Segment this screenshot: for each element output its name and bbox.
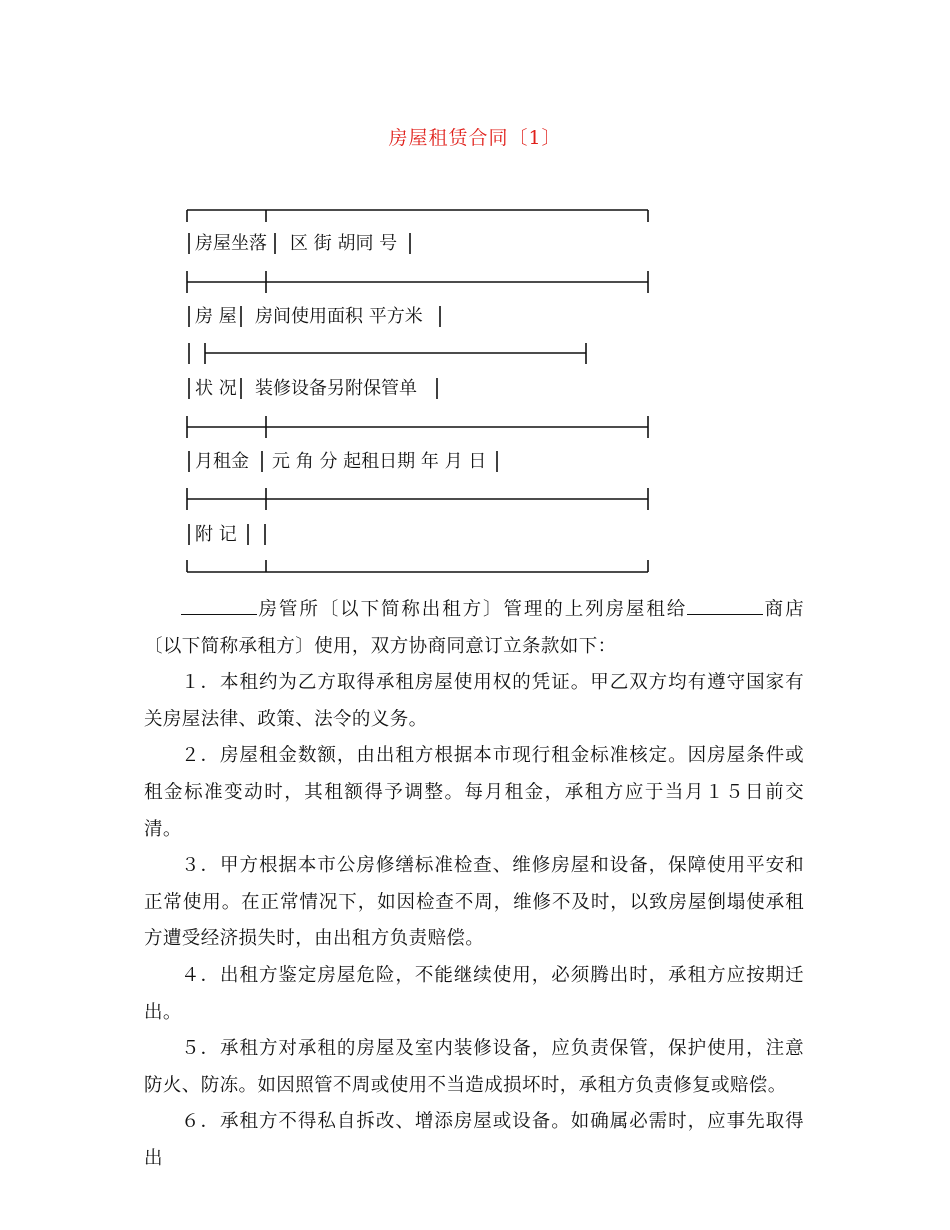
property-info-table — [186, 202, 656, 582]
lessee-blank — [687, 600, 763, 615]
house-label: 房 屋 — [195, 306, 237, 327]
clause-3: ３．甲方根据本市公房修缮标准检查、维修房屋和设备，保障使用平安和正常使用。在正常情况下，如因检查不周，维修不及时，以致房屋倒塌使承租方遭受经济损失时，由出租方负责赔偿。 — [144, 855, 804, 950]
lessor-blank — [181, 600, 257, 615]
clause-2: ２．房屋租金数额，由出租方根据本市现行租金标准核定。因房屋条件或租金标准变动时，其租额得予调整。每月租金，承租方应于当月１５日前交清。 — [144, 745, 804, 840]
intro-text-b: 商店〔以下简称承租方〕使用，双方协商同意订立条款如下： — [144, 599, 804, 657]
condition-label: 状 况 — [195, 378, 237, 399]
intro-paragraph — [144, 592, 804, 665]
clause-5: ５．承租方对承租的房屋及室内装修设备，应负责保管，保护使用，注意防火、防冻。如因照管不周或使用不当造成损坏时，承租方负责修复或赔偿。 — [144, 1038, 804, 1096]
clause-1: １．本租约为乙方取得承租房屋使用权的凭证。甲乙双方均有遵守国家有关房屋法律、政策、法令的义务。 — [144, 672, 804, 730]
rent-value: 元 角 分 起租日期 年 月 日 — [272, 451, 487, 472]
area-value: 房间使用面积 平方米 — [255, 306, 423, 327]
contract-body — [144, 592, 804, 1178]
location-value: 区 街 胡同 号 — [290, 233, 398, 254]
intro-text-a: 房管所〔以下简称出租方〕管理的上列房屋租给 — [257, 599, 688, 620]
equipment-value: 装修设备另附保管单 — [255, 378, 417, 399]
notes-label: 附 记 — [195, 524, 237, 545]
document-title: 房屋租赁合同〔1〕 — [388, 127, 562, 149]
rent-label: 月租金 — [195, 451, 249, 472]
clause-6: ６．承租方不得私自拆改、增添房屋或设备。如确属必需时，应事先取得出 — [144, 1111, 804, 1169]
location-label: 房屋坐落 — [195, 233, 267, 254]
clause-4: ４．出租方鉴定房屋危险，不能继续使用，必须腾出时，承租方应按期迁出。 — [144, 964, 804, 1023]
